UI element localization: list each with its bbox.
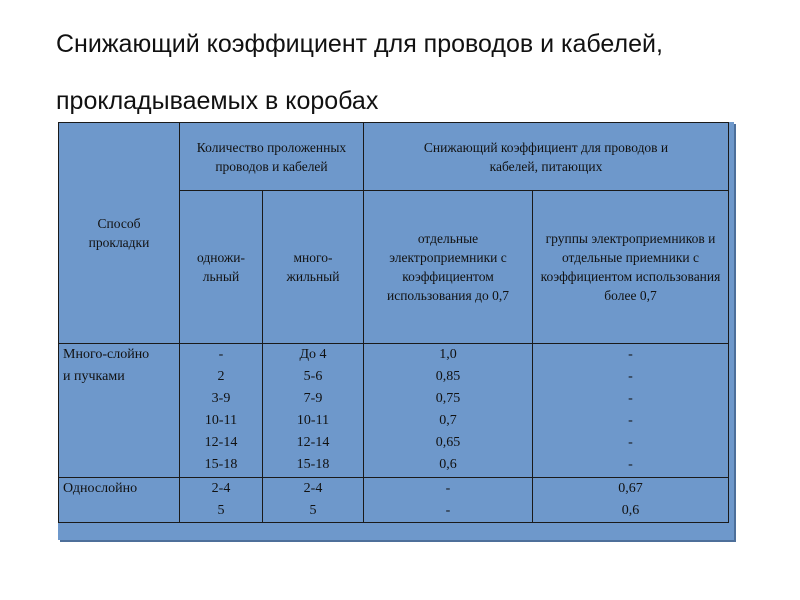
cell-value: - [628,391,633,406]
cell-value: 0,7 [439,413,457,428]
row-method-label: Много-слойно и пучками [63,347,150,384]
cell-value: 1,0 [439,347,457,362]
header-single-core: одножи-льный [180,191,263,344]
table-row [59,344,729,478]
cell-value: 0,6 [439,457,457,472]
cell-value: - [445,503,451,518]
cell-value: 7-9 [303,391,323,406]
cell-value: 2-4 [303,481,323,496]
cell-value: 0,85 [435,369,461,384]
table-panel [58,122,734,540]
cell-value: 2 [217,369,225,384]
cell-value: 12-14 [296,435,330,450]
cell-value: 12-14 [204,435,238,450]
row-groups-values [533,478,729,523]
cell-value: - [628,457,633,472]
header-individual: отдельные электроприемники с коэффициентом использования до 0,7 [364,191,533,344]
cell-value: - [628,413,633,428]
derating-table [58,122,729,523]
table-row [59,478,729,523]
row-multi-values [263,344,364,478]
header-multi-core: много-жильный [263,191,364,344]
row-single-values [180,478,263,523]
cell-value: 15-18 [204,457,238,472]
row-individual-values [364,478,533,523]
header-method: Способ прокладки [59,123,180,344]
header-count-group: Количество проложенных проводов и кабелей [180,123,364,191]
cell-value: 2-4 [211,481,231,496]
cell-value: 15-18 [296,457,330,472]
cell-value: 10-11 [204,413,238,428]
row-multi-values [263,478,364,523]
row-single-values [180,344,263,478]
cell-value: 10-11 [296,413,330,428]
cell-value: - [445,481,451,496]
cell-value: 5 [217,503,225,518]
cell-value: - [628,435,633,450]
row-individual-values [364,344,533,478]
header-groups: группы электроприемников и отдельные приемники с коэффициентом использования более 0,7 [533,191,729,344]
slide-title-line-2: прокладываемых в коробах [56,87,379,115]
cell-value: - [218,347,224,362]
cell-value: 5 [309,503,317,518]
cell-value: 0,6 [621,503,640,518]
cell-value: 3-9 [211,391,231,406]
cell-value: 5-6 [303,369,323,384]
cell-value: 0,65 [435,435,461,450]
cell-value: 0,67 [618,481,643,496]
header-coef-group: Снижающий коэффициент для проводов и кабелей, питающих [364,123,729,191]
row-groups-values [533,344,729,478]
cell-value: - [628,369,633,384]
cell-value: - [628,347,633,362]
cell-value: 0,75 [435,391,461,406]
row-method [59,344,180,478]
slide-title-line-1: Снижающий коэффициент для проводов и кабелей, [56,30,663,58]
row-method [59,478,180,523]
row-method-label: Однослойно [63,481,138,496]
cell-value: До 4 [299,347,327,362]
